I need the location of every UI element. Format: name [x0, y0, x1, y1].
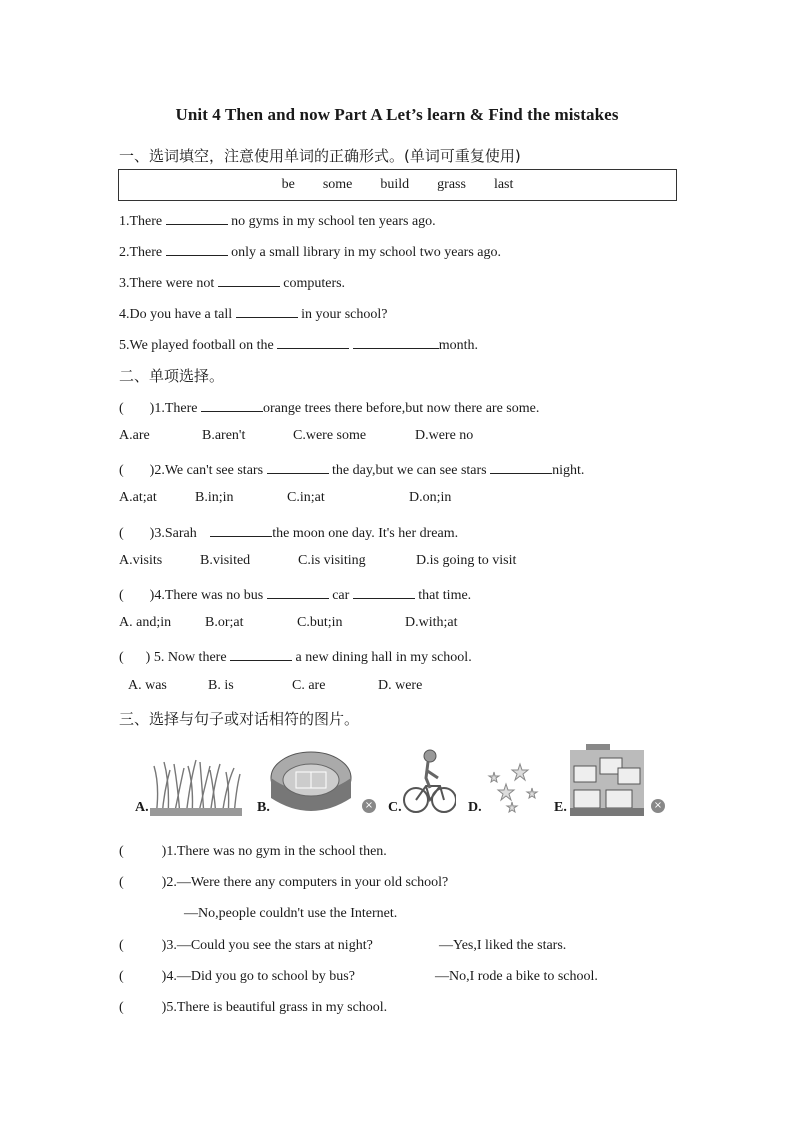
- answer-blank[interactable]: [166, 210, 228, 225]
- option[interactable]: D. were: [378, 678, 423, 693]
- option[interactable]: D.with;at: [405, 615, 458, 630]
- s2-question-1: ( )1.There orange trees there before,but now there are some.: [119, 397, 539, 417]
- option[interactable]: B. is: [208, 678, 234, 693]
- answer-blank[interactable]: [210, 522, 272, 537]
- s2-question-2: ( )2.We can't see stars the day,but we can see stars night.: [119, 459, 584, 479]
- word-bank-item: grass: [437, 177, 466, 192]
- word-bank: [118, 169, 677, 201]
- s3-question-2-reply: —No,people couldn't use the Internet.: [184, 906, 398, 921]
- answer-blank[interactable]: [230, 646, 292, 661]
- answer-blank[interactable]: [218, 272, 280, 287]
- s3-question-1: ( )1.There was no gym in the school then.: [119, 844, 387, 859]
- word-bank-item: be: [281, 177, 295, 192]
- section3-heading: 三、选择与句子或对话相符的图片。: [119, 710, 360, 728]
- answer-blank[interactable]: [353, 334, 439, 349]
- option[interactable]: B.aren't: [202, 428, 246, 443]
- s3-question-4: ( )4.—Did you go to school by bus?: [119, 969, 355, 984]
- picture-label-d: D.: [468, 800, 482, 815]
- answer-blank[interactable]: [490, 459, 552, 474]
- option[interactable]: A.visits: [119, 553, 163, 568]
- s2-question-4: ( )4.There was no bus car that time.: [119, 584, 471, 604]
- option[interactable]: B.in;in: [195, 490, 234, 505]
- word-bank-item: some: [322, 177, 353, 192]
- s2-question-5: ( ) 5. Now there a new dining hall in my school.: [119, 646, 472, 666]
- stars-picture-icon: [482, 762, 542, 814]
- picture-label-b: B.: [257, 800, 270, 815]
- s3-question-3: ( )3.—Could you see the stars at night?: [119, 938, 373, 953]
- option[interactable]: A. and;in: [119, 615, 172, 630]
- answer-blank[interactable]: [267, 584, 329, 599]
- stadium-picture-icon: [270, 748, 352, 816]
- page-title: Unit 4 Then and now Part A Let’s learn & Find the mistakes: [175, 105, 619, 124]
- option[interactable]: C. are: [292, 678, 326, 693]
- computer-room-picture-icon: [570, 744, 644, 816]
- option[interactable]: C.in;at: [287, 490, 325, 505]
- option[interactable]: D.were no: [415, 428, 474, 443]
- option[interactable]: A.at;at: [119, 490, 157, 505]
- s1-question-3: 3.There were not computers.: [119, 272, 345, 292]
- answer-blank[interactable]: [236, 303, 298, 318]
- s1-question-2: 2.There only a small library in my school two years ago.: [119, 241, 501, 261]
- section1-heading: 一、选词填空，注意使用单词的正确形式。(单词可重复使用): [119, 147, 521, 165]
- word-bank-item: build: [380, 177, 410, 192]
- answer-blank[interactable]: [353, 584, 415, 599]
- option[interactable]: D.is going to visit: [416, 553, 517, 568]
- picture-label-e: E.: [554, 800, 567, 815]
- picture-label-a: A.: [135, 800, 149, 815]
- close-icon[interactable]: ×: [651, 799, 665, 813]
- option[interactable]: C.but;in: [297, 615, 343, 630]
- option[interactable]: B.visited: [200, 553, 251, 568]
- s1-question-4: 4.Do you have a tall in your school?: [119, 303, 387, 323]
- s1-question-5: 5.We played football on the month.: [119, 334, 478, 354]
- s1-question-1: 1.There no gyms in my school ten years ago.: [119, 210, 436, 230]
- s3-question-2: ( )2.—Were there any computers in your old school?: [119, 875, 449, 890]
- s3-question-4-reply: —No,I rode a bike to school.: [435, 969, 598, 984]
- s3-question-5: ( )5.There is beautiful grass in my school.: [119, 1000, 388, 1015]
- s2-question-3: ( )3.Sarah the moon one day. It's her dream.: [119, 522, 458, 542]
- section2-heading: 二、单项选择。: [119, 367, 225, 385]
- answer-blank[interactable]: [201, 397, 263, 412]
- option[interactable]: A.are: [119, 428, 150, 443]
- s3-question-3-reply: —Yes,I liked the stars.: [439, 938, 567, 953]
- answer-blank[interactable]: [277, 334, 349, 349]
- option[interactable]: A. was: [128, 678, 167, 693]
- option[interactable]: D.on;in: [409, 490, 452, 505]
- answer-blank[interactable]: [267, 459, 329, 474]
- option[interactable]: C.is visiting: [298, 553, 366, 568]
- word-bank-item: last: [493, 177, 514, 192]
- option[interactable]: B.or;at: [205, 615, 244, 630]
- grass-picture-icon: [150, 756, 242, 816]
- picture-label-c: C.: [388, 800, 402, 815]
- close-icon[interactable]: ×: [362, 799, 376, 813]
- option[interactable]: C.were some: [293, 428, 367, 443]
- bike-rider-picture-icon: [402, 748, 456, 816]
- answer-blank[interactable]: [166, 241, 228, 256]
